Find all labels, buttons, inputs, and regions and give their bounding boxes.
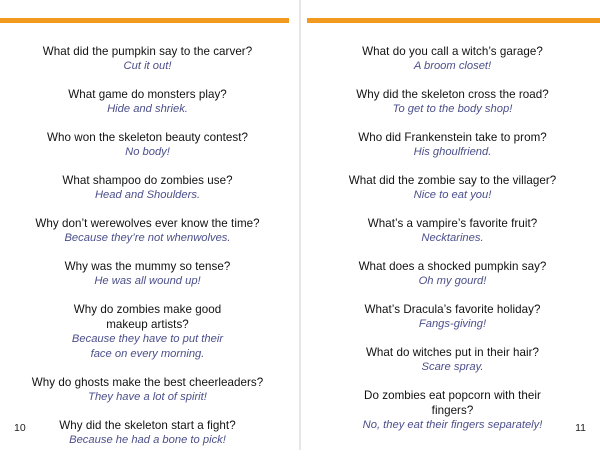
joke-question: Do zombies eat popcorn with their fingers? (364, 389, 541, 417)
joke-item (4, 130, 291, 160)
joke-question: Who won the skeleton beauty contest? (47, 131, 248, 144)
joke-list (309, 44, 596, 446)
joke-answer: Because they’re not whenwolves. (64, 232, 231, 244)
joke-question: Who did Frankenstein take to prom? (358, 131, 547, 144)
joke-answer: Fangs-giving! (418, 318, 487, 330)
joke-answer: Hide and shriek. (107, 103, 188, 115)
joke-question: What game do monsters play? (68, 88, 227, 101)
joke-item (4, 216, 291, 246)
joke-item (309, 302, 596, 332)
joke-item (309, 388, 596, 433)
joke-question: Why don’t werewolves ever know the time? (35, 217, 260, 230)
joke-answer: Because they have to put their face on every morning. (71, 333, 224, 360)
joke-item (309, 44, 596, 74)
joke-question: Why did the skeleton start a fight? (59, 418, 236, 432)
joke-item (309, 216, 596, 246)
joke-item (4, 173, 291, 203)
joke-item (309, 87, 596, 117)
joke-list (4, 44, 291, 461)
joke-answer: His ghoulfriend. (413, 146, 492, 158)
joke-item (4, 375, 291, 405)
joke-answer: Head and Shoulders. (94, 189, 201, 201)
joke-item (4, 259, 291, 289)
joke-question: What shampoo do zombies use? (62, 174, 233, 187)
page-number: 10 (14, 422, 26, 434)
joke-item (4, 87, 291, 117)
right-page (301, 0, 600, 450)
joke-answer: To get to the body shop! (392, 103, 513, 115)
joke-item (309, 173, 596, 203)
joke-question: What’s Dracula’s favorite holiday? (364, 303, 541, 316)
joke-item (309, 130, 596, 160)
joke-item (309, 259, 596, 289)
joke-question: What does a shocked pumpkin say? (358, 260, 547, 273)
joke-answer: He was all wound up! (94, 275, 201, 287)
joke-answer: No, they eat their fingers separately! (362, 419, 543, 431)
joke-answer: Nice to eat you! (413, 189, 492, 201)
joke-question: Why did the skeleton cross the road? (356, 88, 549, 101)
joke-question: What do witches put in their hair? (365, 346, 540, 359)
joke-item (309, 345, 596, 375)
joke-question: What do you call a witch’s garage? (362, 45, 543, 58)
joke-item (4, 418, 291, 448)
joke-answer: Scare spray. (421, 361, 484, 373)
joke-item (4, 302, 291, 361)
joke-answer: Oh my gourd! (418, 275, 487, 287)
joke-answer: Because he had a bone to pick! (69, 433, 226, 446)
joke-question: Why do zombies make good makeup artists? (73, 303, 222, 331)
joke-question: What did the pumpkin say to the carver? (42, 45, 253, 58)
joke-question: What did the zombie say to the villager? (348, 174, 557, 187)
joke-answer: They have a lot of spirit! (88, 390, 207, 403)
joke-answer: Cut it out! (123, 60, 172, 72)
joke-question: Why do ghosts make the best cheerleaders? (31, 375, 264, 389)
joke-answer: No body! (125, 146, 170, 158)
joke-item (4, 44, 291, 74)
header-band (307, 18, 600, 23)
page-number: 11 (575, 422, 586, 434)
joke-question: What’s a vampire’s favorite fruit? (367, 217, 538, 230)
joke-answer: A broom closet! (413, 60, 492, 72)
joke-answer: Necktarines. (421, 232, 484, 244)
left-page (0, 0, 299, 450)
header-band (0, 18, 289, 23)
joke-question: Why was the mummy so tense? (64, 260, 231, 273)
